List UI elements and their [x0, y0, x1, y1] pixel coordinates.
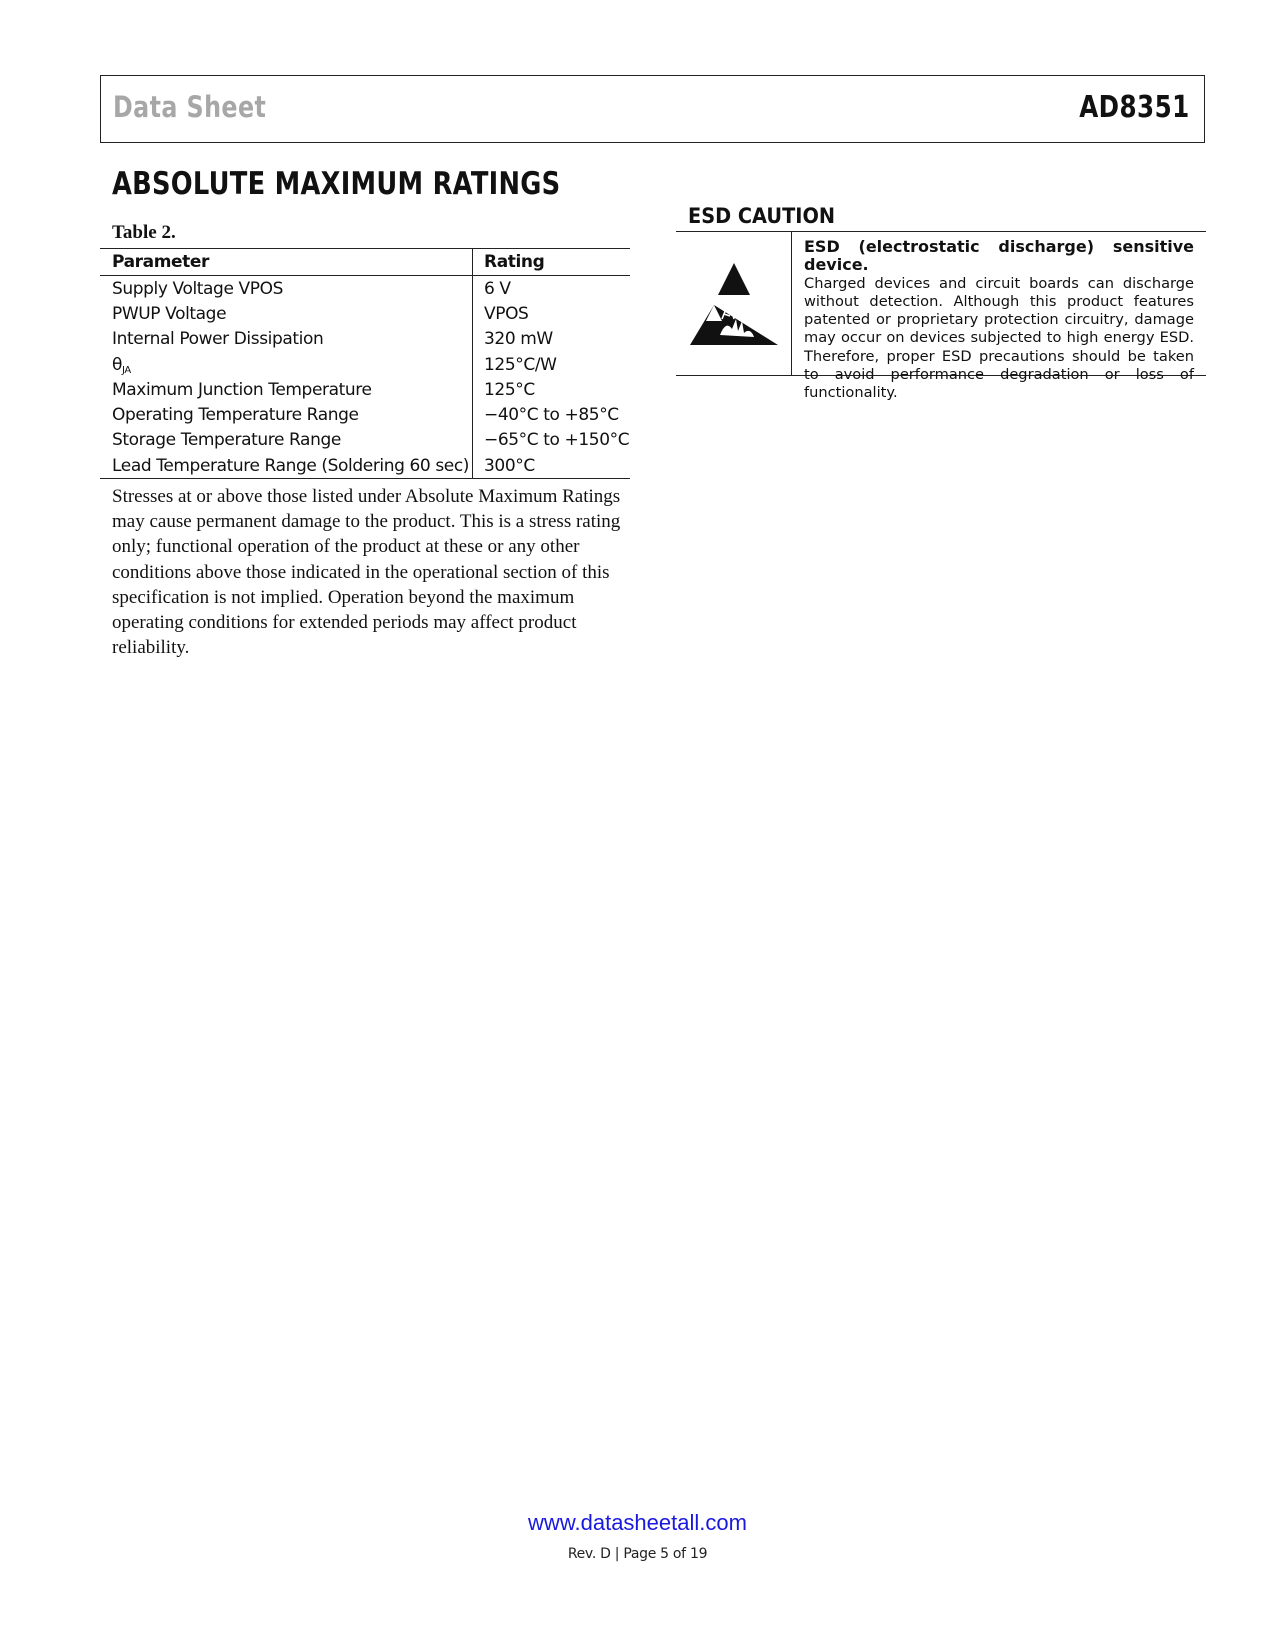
table-caption: Table 2.	[112, 222, 176, 243]
theta-symbol: θ	[112, 354, 123, 375]
table-row	[100, 453, 630, 479]
page-header	[100, 75, 1205, 143]
table-row	[100, 352, 630, 377]
parameter-cell: Maximum Junction Temperature	[100, 377, 473, 402]
esd-caution-text	[804, 238, 1194, 403]
header-part-number: AD8351	[1079, 90, 1190, 125]
parameter-cell: Supply Voltage VPOS	[100, 276, 473, 302]
theta-subscript: JA	[122, 364, 131, 376]
table-header-row	[100, 249, 630, 276]
esd-caution-box	[676, 231, 1206, 402]
rating-cell: VPOS	[484, 303, 529, 324]
esd-body-text: Charged devices and circuit boards can discharge without detection. Although this product features patented or proprietary protection circuitry, damage may occur on devices subjected to high energy ESD. Therefore, proper ESD precautions should be taken to avoid performance degradation or loss of functionality.	[804, 274, 1194, 402]
esd-icon-cell	[676, 232, 792, 375]
esd-lead-text: ESD (electrostatic discharge) sensitive device.	[804, 237, 1194, 275]
rating-cell: −65°C to +150°C	[484, 430, 630, 451]
rating-cell: 320 mW	[484, 329, 553, 350]
esd-caution-title: ESD CAUTION	[688, 204, 836, 228]
rating-cell: 300°C	[473, 453, 631, 479]
footer-website-link[interactable]: www.datasheetall.com	[528, 1510, 747, 1535]
parameter-cell	[100, 352, 473, 377]
rating-cell: −40°C to +85°C	[484, 405, 619, 426]
column-header-rating: Rating	[473, 249, 631, 276]
section-title: ABSOLUTE MAXIMUM RATINGS	[112, 166, 561, 202]
parameter-cell: Operating Temperature Range	[100, 402, 473, 427]
ratings-table	[100, 248, 630, 479]
parameter-cell: PWUP Voltage	[100, 301, 473, 326]
footer-page-number: Rev. D | Page 5 of 19	[567, 1546, 708, 1562]
rating-cell: 125°C	[484, 379, 535, 400]
header-doc-type: Data Sheet	[113, 90, 267, 124]
rating-cell: 125°C/W	[484, 354, 557, 375]
table-row	[100, 301, 630, 326]
table-row	[100, 276, 630, 302]
table-row	[100, 402, 630, 427]
parameter-cell: Lead Temperature Range (Soldering 60 sec)	[100, 453, 473, 479]
esd-warning-icon	[686, 259, 782, 349]
parameter-cell: Storage Temperature Range	[100, 428, 473, 453]
parameter-cell: Internal Power Dissipation	[100, 327, 473, 352]
table-row	[100, 428, 630, 453]
column-header-parameter: Parameter	[100, 249, 473, 276]
table-row	[100, 327, 630, 352]
rating-cell: 6 V	[484, 278, 511, 299]
stress-notes-paragraph: Stresses at or above those listed under Absolute Maximum Ratings may cause permanent damage to the product. This is a stress rating only; functional operation of the product at these or any other conditions above those indicated in the operational section of this specification is not implied. Operation beyond the maximum operating conditions for extended periods may affect product reliability.	[112, 486, 621, 659]
table-row	[100, 377, 630, 402]
